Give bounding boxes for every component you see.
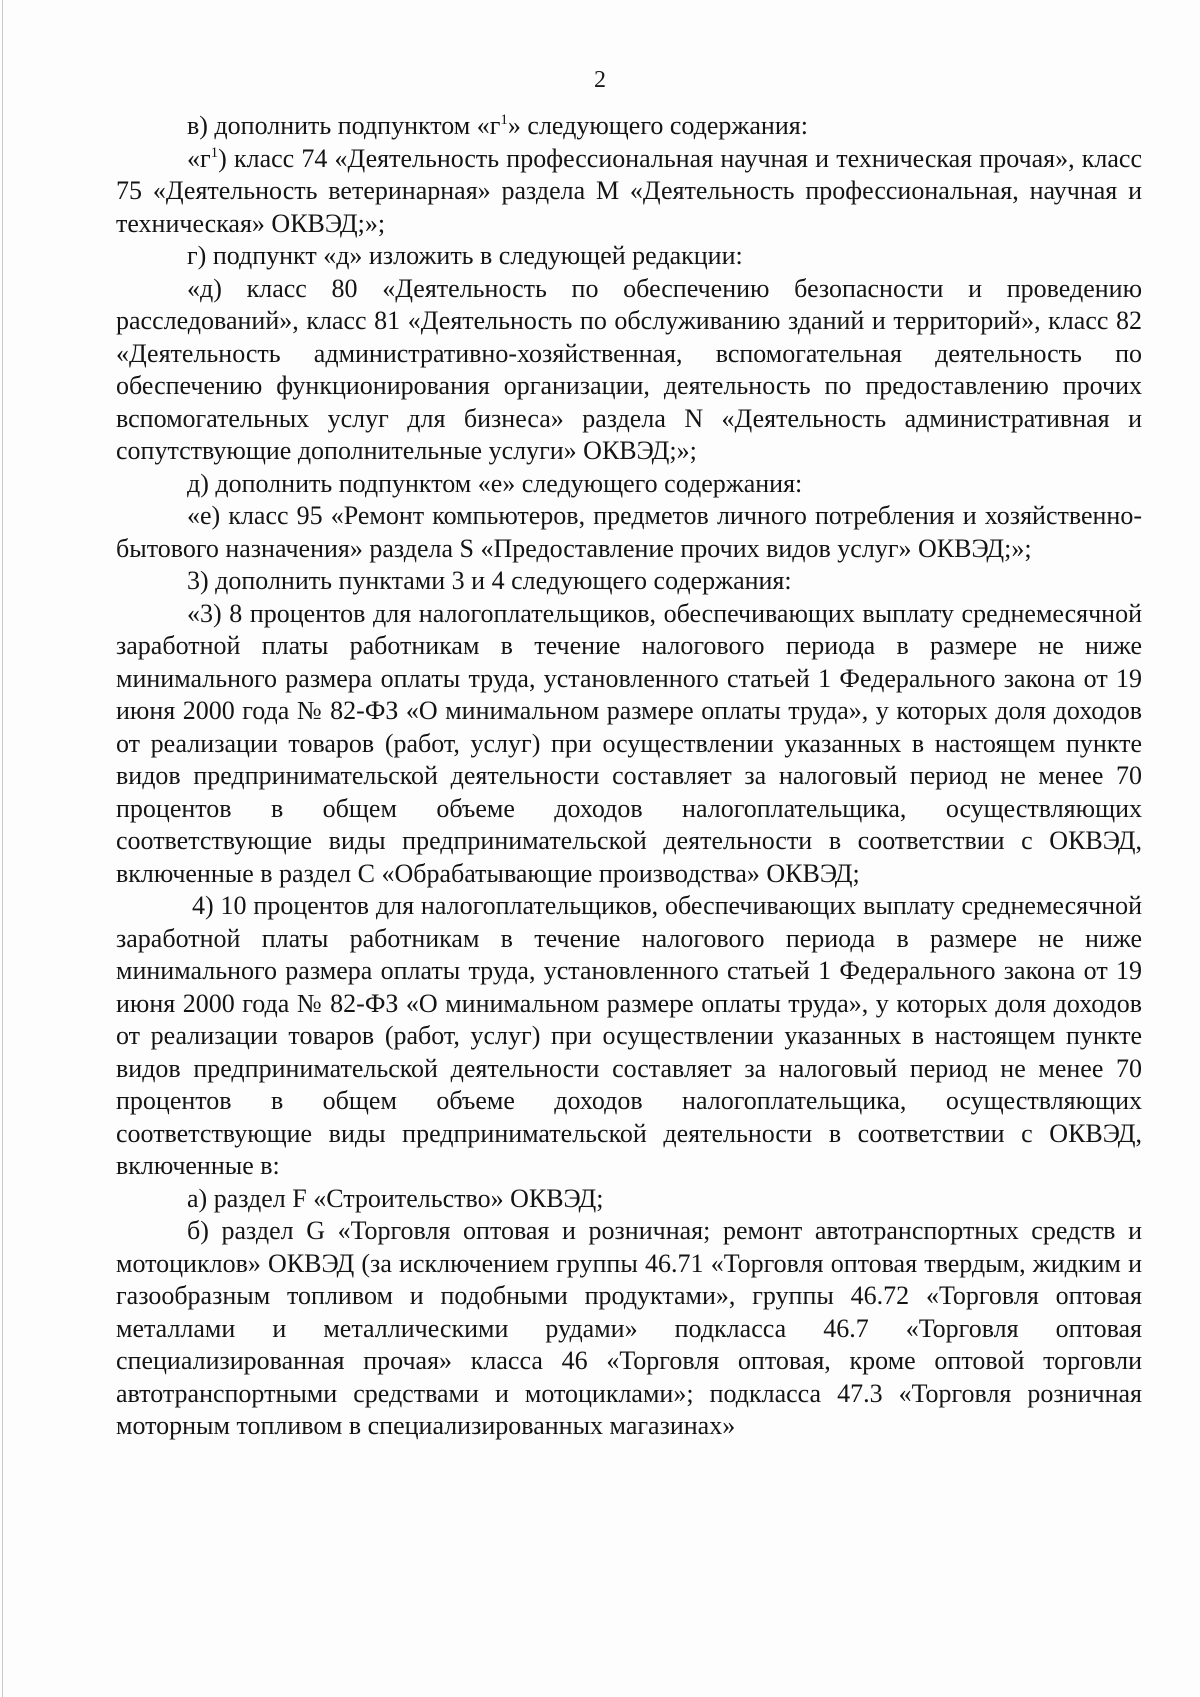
paragraph-subpoint-d-edit: г) подпункт «д» изложить в следующей редакции: <box>187 241 743 270</box>
superscript-1: 1 <box>210 144 219 161</box>
document-body <box>116 110 1142 1443</box>
page-edge-line <box>2 0 3 1697</box>
paragraph-point-4-text: 4) 10 процентов для налогоплательщиков, обеспечивающих выплату среднемесячной заработной платы работникам в течение налогового периода в размере не ниже минимального размера оплаты труда, установленного статьей 1 Федерального закона от 19 июня 2000 года № 82-ФЗ «О минимальном размере оплаты труда», у которых доля доходов от реализации товаров (работ, услуг) при осуществлении указанных в настоящем пункте видов предпринимательской деятельности составляет за налоговый период не менее 70 процентов в общем объеме доходов налогоплательщика, осуществляющих соответствующие виды предпринимательской деятельности в соответствии с ОКВЭД, включенные в: <box>116 891 1142 1180</box>
page-number: 2 <box>594 67 606 93</box>
superscript-1: 1 <box>500 112 508 128</box>
paragraph-section-f: а) раздел F «Строительство» ОКВЭД; <box>187 1183 604 1213</box>
paragraph-point-3-text: «3) 8 процентов для налогоплательщиков, обеспечивающих выплату среднемесячной заработной платы работникам в течение налогового периода в размере не ниже минимального размера оплаты труда, установленного статьей 1 Федерального закона от 19 июня 2000 года № 82-ФЗ «О минимальном размере оплаты труда», у которых доля доходов от реализации товаров (работ, услуг) при осуществлении указанных в настоящем пункте видов предпринимательской деятельности составляет за налоговый период не менее 70 процентов в общем объеме доходов налогоплательщика, осуществляющих соответствующие виды предпринимательской деятельности в соответствии с ОКВЭД, включенные в раздел С «Обрабатывающие производства» ОКВЭД; <box>116 598 1142 888</box>
paragraph-add-subpoint-g1: в) дополнить подпунктом «$г^1$» следующего содержания: <box>187 111 808 140</box>
paragraph-subpoint-d-text: «д) класс 80 «Деятельность по обеспечению безопасности и проведению расследований», класс 81 «Деятельность по обслуживанию зданий и территорий», класс 82 «Деятельность административно-хозяйственная, вспомогательная деятельность по обеспечению функционирования организации, деятельность по предоставлению прочих вспомогательных услуг для бизнеса» раздела N «Деятельность административная и сопутствующие дополнительные услуги» ОКВЭД;»; <box>116 273 1142 465</box>
paragraph-subpoint-g1-text: «$г^1$) класс 74 «Деятельность профессиональная научная и техническая прочая», класс 75 «Деятельность ветеринарная» раздела М «Деятельность профессиональная, научная и техническая» ОКВЭД;»; <box>116 143 1142 238</box>
paragraph-section-g: б) раздел G «Торговля оптовая и розничная; ремонт автотранспортных средств и мотоциклов» ОКВЭД (за исключением группы 46.71 «Торговля оптовая твердым, жидким и газообразным топливом и подобными продуктами», группы 46.72 «Торговля оптовая металлами и металлическими рудами» подкласса 46.7 «Торговля оптовая специализированная прочая» класса 46 «Торговля оптовая, кроме оптовой торговли автотранспортными средствами и мотоциклами»; подкласса 47.3 «Торговля розничная моторным топливом в специализированных магазинах» <box>116 1216 1142 1440</box>
paragraph-subpoint-e-text: «е) класс 95 «Ремонт компьютеров, предметов личного потребления и хозяйственно-бытового назначения» раздела S «Предоставление прочих видов услуг» ОКВЭД;»; <box>116 501 1142 563</box>
paragraph-add-subpoint-e: д) дополнить подпунктом «е» следующего содержания: <box>187 468 803 498</box>
paragraph-add-points-3-4: 3) дополнить пунктами 3 и 4 следующего содержания: <box>187 566 792 595</box>
